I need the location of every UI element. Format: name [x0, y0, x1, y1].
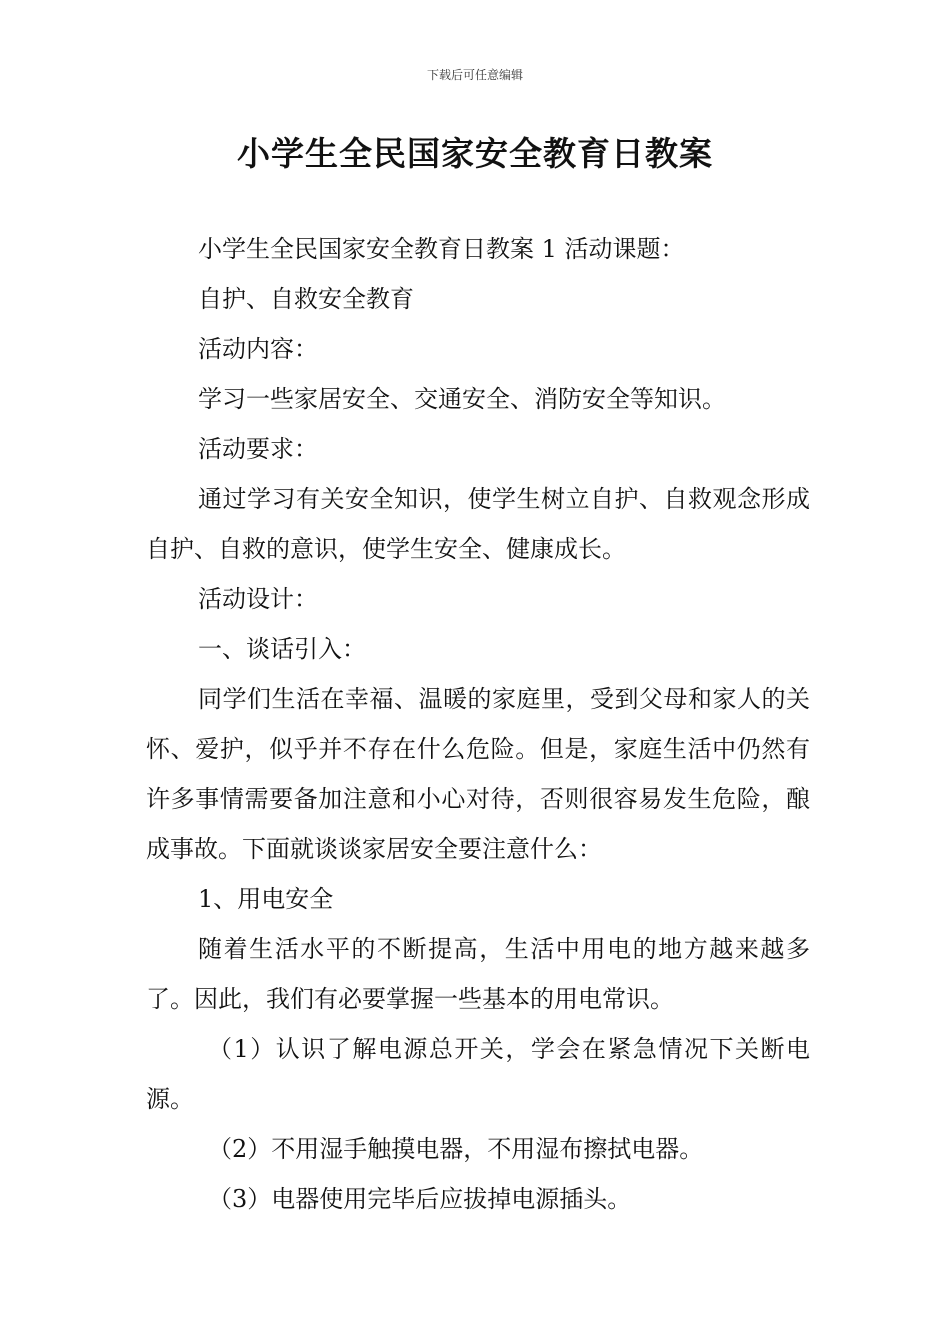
document-title: 小学生全民国家安全教育日教案: [237, 134, 713, 173]
paragraph: 通过学习有关安全知识，使学生树立自护、自救观念形成自护、自救的意识，使学生安全、健康成长。: [146, 485, 810, 563]
paragraph: 活动内容：: [198, 335, 318, 363]
paragraph: 同学们生活在幸福、温暖的家庭里，受到父母和家人的关怀、爱护，似乎并不存在什么危险。但是，家庭生活中仍然有许多事情需要备加注意和小心对待，否则很容易发生危险，酿成事故。下面就谈谈家居安全要注意什么：: [146, 685, 810, 863]
paragraph: 活动要求：: [198, 435, 318, 463]
paragraph: 小学生全民国家安全教育日教案 1 活动课题：: [198, 235, 685, 263]
document-body: [146, 224, 810, 1224]
paragraph: （3）电器使用完毕后应拔掉电源插头。: [208, 1185, 632, 1213]
paragraph: 学习一些家居安全、交通安全、消防安全等知识。: [198, 385, 726, 413]
paragraph: 自护、自救安全教育: [198, 285, 414, 313]
paragraph: （1）认识了解电源总开关，学会在紧急情况下关断电源。: [146, 1035, 810, 1113]
paragraph: 活动设计：: [198, 585, 318, 613]
header-note: 下载后可任意编辑: [426, 68, 523, 82]
paragraph: 随着生活水平的不断提高，生活中用电的地方越来越多了。因此，我们有必要掌握一些基本的用电常识。: [146, 935, 810, 1013]
paragraph: （2）不用湿手触摸电器，不用湿布擦拭电器。: [208, 1135, 704, 1163]
paragraph: 一、谈话引入：: [198, 635, 366, 663]
paragraph: 1、用电安全: [198, 885, 334, 913]
